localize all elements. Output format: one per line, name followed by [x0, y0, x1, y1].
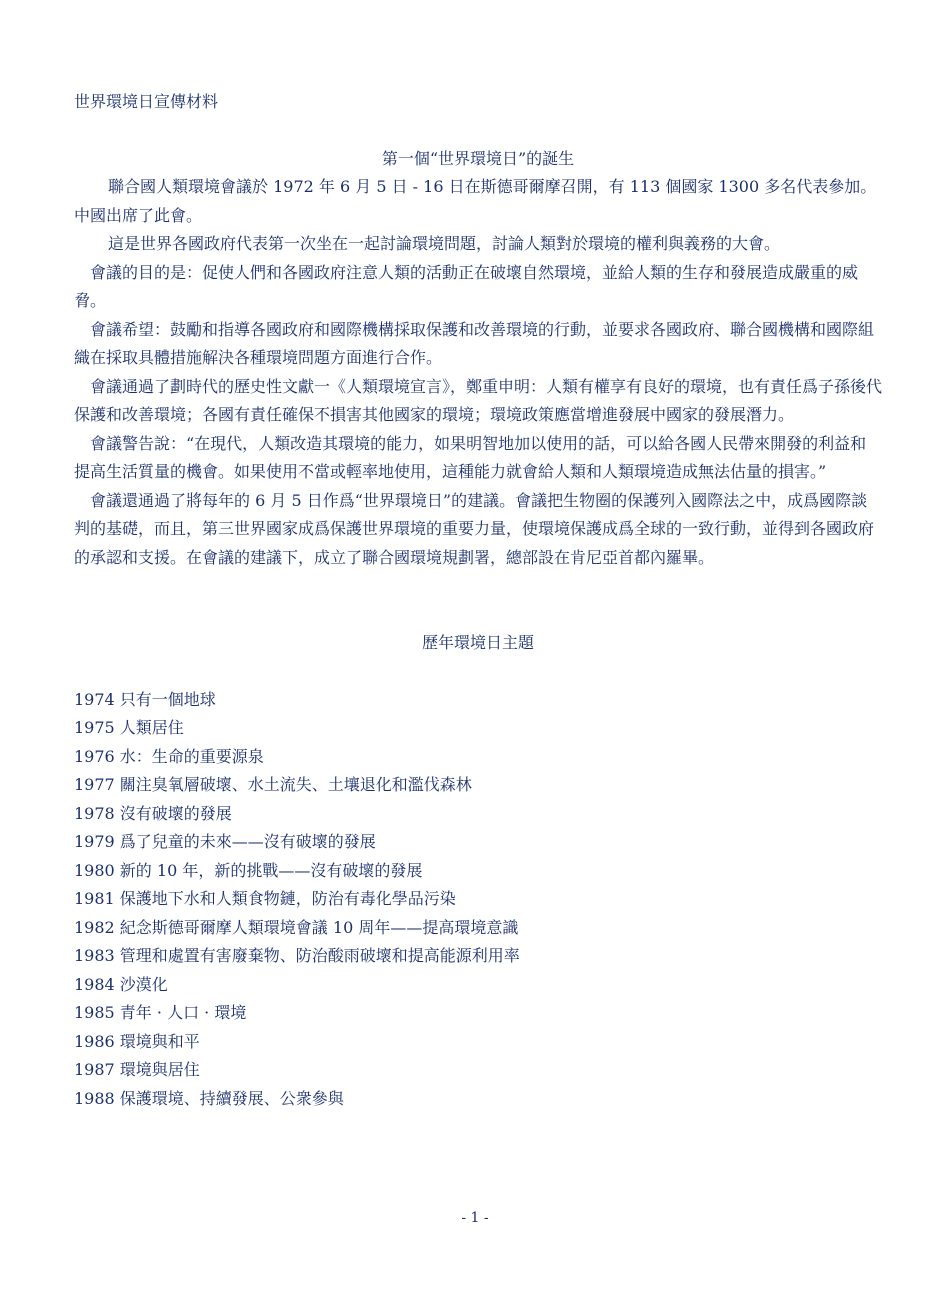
list-item: 1978 沒有破壞的發展	[74, 803, 232, 823]
paragraph-conference-intro: 聯合國人類環境會議於 1972 年 6 月 5 日 - 16 日在斯德哥爾摩召開，有 113 個國家 1300 多名代表參加。中國出席了此會。	[74, 177, 877, 225]
list-item: 1984 沙漠化	[74, 974, 168, 994]
paragraph-conference-hope: 會議希望：鼓勵和指導各國政府和國際機構採取保護和改善環境的行動，並要求各國政府、聯合國機構和國際組織在採取具體措施解決各種環境問題方面進行合作。	[74, 319, 875, 367]
section-heading-first-environment-day: 第一個“世界環境日”的誕生	[381, 148, 575, 168]
list-item: 1980 新的 10 年，新的挑戰——沒有破壞的發展	[74, 860, 423, 880]
list-item: 1988 保護環境、持續發展、公衆參與	[74, 1088, 344, 1108]
list-item: 1983 管理和處置有害廢棄物、防治酸雨破壞和提高能源利用率	[74, 946, 520, 965]
theme-list	[74, 686, 882, 1114]
list-item: 1987 環境與居住	[74, 1060, 200, 1079]
list-item: 1977 關注臭氧層破壞、水土流失、土壤退化和濫伐森林	[74, 775, 472, 794]
paragraph-conference-significance: 這是世界各國政府代表第一次坐在一起討論環境問題，討論人類對於環境的權利與義務的大會。	[108, 234, 781, 253]
document-header-title: 世界環境日宣傳材料	[74, 92, 219, 111]
list-item: 1976 水：生命的重要源泉	[74, 746, 264, 766]
section-heading-annual-themes: 歷年環境日主題	[421, 633, 534, 652]
paragraph-warning: 會議警告說：“在現代，人類改造其環境的能力，如果明智地加以使用的話，可以給各國人民帶來開發的利益和提高生活質量的機會。如果使用不當或輕率地使用，這種能力就會給人類和人類環境造成無法估量的損害。”	[74, 433, 867, 481]
paragraph-environment-day-proposal: 會議還通過了將每年的 6 月 5 日作爲“世界環境日”的建議。會議把生物圈的保護列入國際法之中，成爲國際談判的基礎，而且，第三世界國家成爲保護世界環境的重要力量，使環境保護成爲全球的一致行動，並得到各國政府的承認和支援。在會議的建議下，成立了聯合國環境規劃署，總部設在肯尼亞首都內羅畢。	[74, 490, 875, 567]
list-item: 1986 環境與和平	[74, 1031, 200, 1051]
list-item: 1985 青年 · 人口 · 環境	[74, 1003, 247, 1022]
list-item: 1974 只有一個地球	[74, 689, 216, 709]
page-number: - 1 -	[461, 1210, 489, 1226]
document-page	[74, 88, 882, 1113]
list-item: 1981 保護地下水和人類食物鏈，防治有毒化學品污染	[74, 889, 456, 908]
list-item: 1975 人類居住	[74, 718, 184, 737]
paragraph-declaration: 會議通過了劃時代的歷史性文獻一《人類環境宣言》，鄭重申明：人類有權享有良好的環境，也有責任爲子孫後代保護和改善環境；各國有責任確保不損害其他國家的環境；環境政策應當增進發展中國家的發展潛力。	[74, 376, 883, 424]
paragraph-conference-purpose: 會議的目的是：促使人們和各國政府注意人類的活動正在破壞自然環境，並給人類的生存和發展造成嚴重的威脅。	[74, 262, 859, 310]
list-item: 1979 爲了兒童的未來——沒有破壞的發展	[74, 832, 376, 851]
list-item: 1982 紀念斯德哥爾摩人類環境會議 10 周年——提高環境意識	[74, 917, 519, 937]
